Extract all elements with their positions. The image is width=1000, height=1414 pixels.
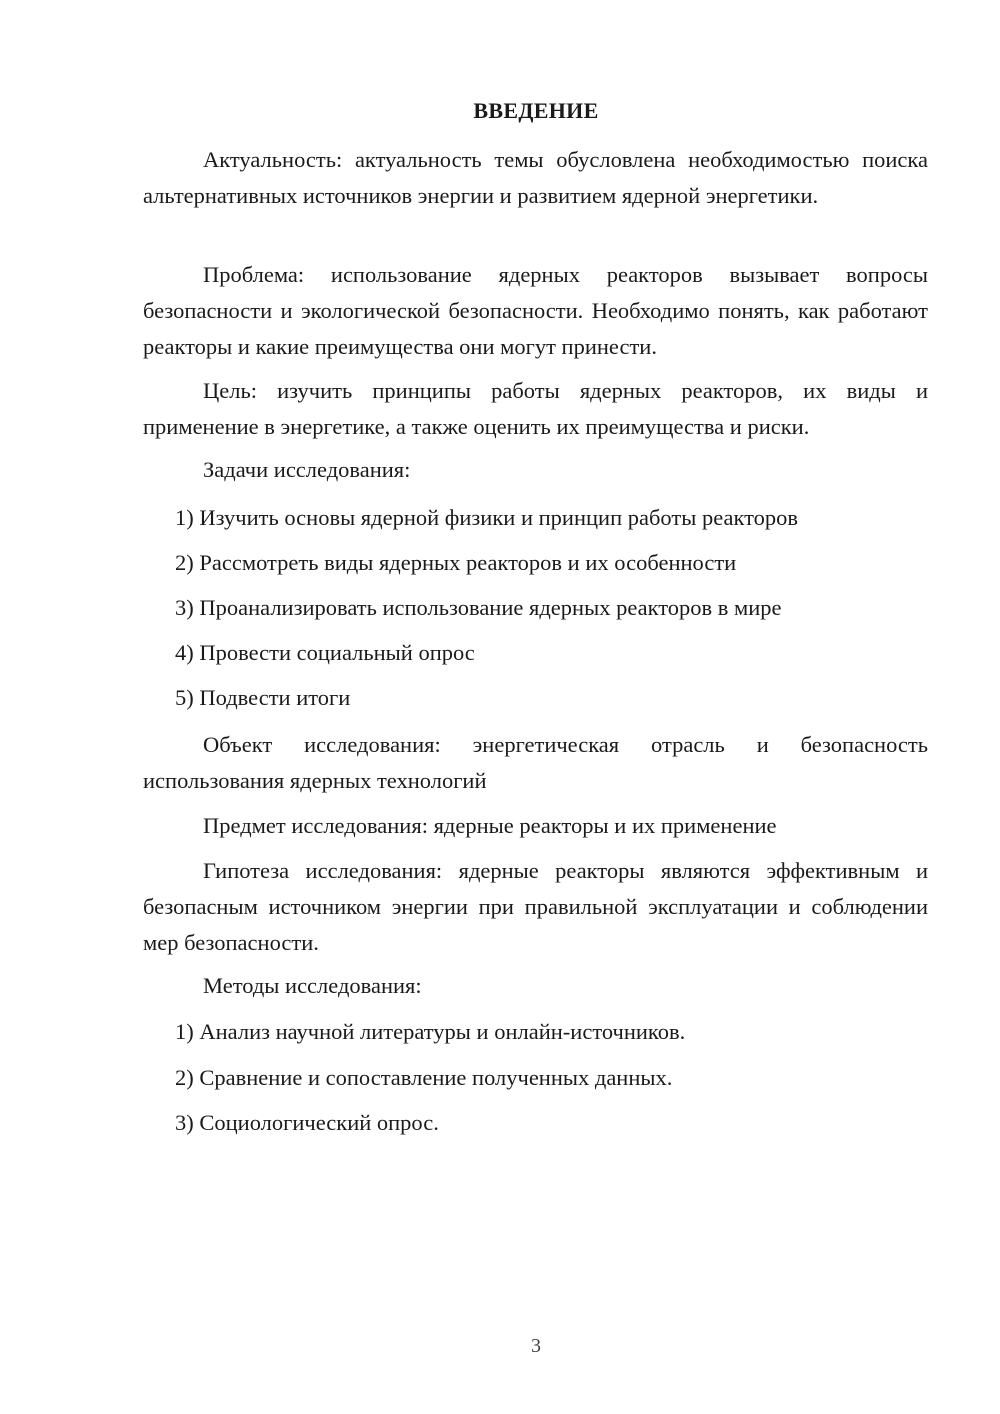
paragraph-problem: Проблема: использование ядерных реакторов вызывает вопросы безопасности и экологической безопасности. Необходимо понять, как работают реакторы и какие преимущества они могут принести. (143, 262, 928, 359)
tasks-heading: Задачи исследования: (203, 457, 411, 482)
section-title: ВВЕДЕНИЕ (473, 98, 599, 123)
list-item-method-2: 2) Сравнение и сопоставление полученных данных. (175, 1065, 673, 1090)
list-item-method-3: 3) Социологический опрос. (175, 1110, 439, 1135)
list-item-task-4: 4) Провести социальный опрос (175, 640, 475, 665)
paragraph-subject: Предмет исследования: ядерные реакторы и их применение (203, 813, 777, 838)
list-item-task-2: 2) Рассмотреть виды ядерных реакторов и их особенности (175, 550, 737, 575)
page-number: 3 (531, 1335, 541, 1357)
paragraph-object: Объект исследования: энергетическая отрасль и безопасность использования ядерных технологий (143, 732, 928, 793)
methods-heading: Методы исследования: (203, 973, 422, 998)
list-item-method-1: 1) Анализ научной литературы и онлайн-источников. (175, 1019, 686, 1044)
list-item-task-1: 1) Изучить основы ядерной физики и принцип работы реакторов (175, 505, 798, 530)
list-item-task-3: 3) Проанализировать использование ядерных реакторов в мире (175, 595, 782, 620)
paragraph-relevance: Актуальность: актуальность темы обусловлена необходимостью поиска альтернативных источников энергии и развитием ядерной энергетики. (143, 147, 928, 208)
paragraph-goal: Цель: изучить принципы работы ядерных реакторов, их виды и применение в энергетике, а также оценить их преимущества и риски. (143, 378, 928, 439)
paragraph-hypothesis: Гипотеза исследования: ядерные реакторы являются эффективным и безопасным источником энергии при правильной эксплуатации и соблюдении мер безопасности. (143, 858, 928, 955)
list-item-task-5: 5) Подвести итоги (175, 685, 351, 710)
